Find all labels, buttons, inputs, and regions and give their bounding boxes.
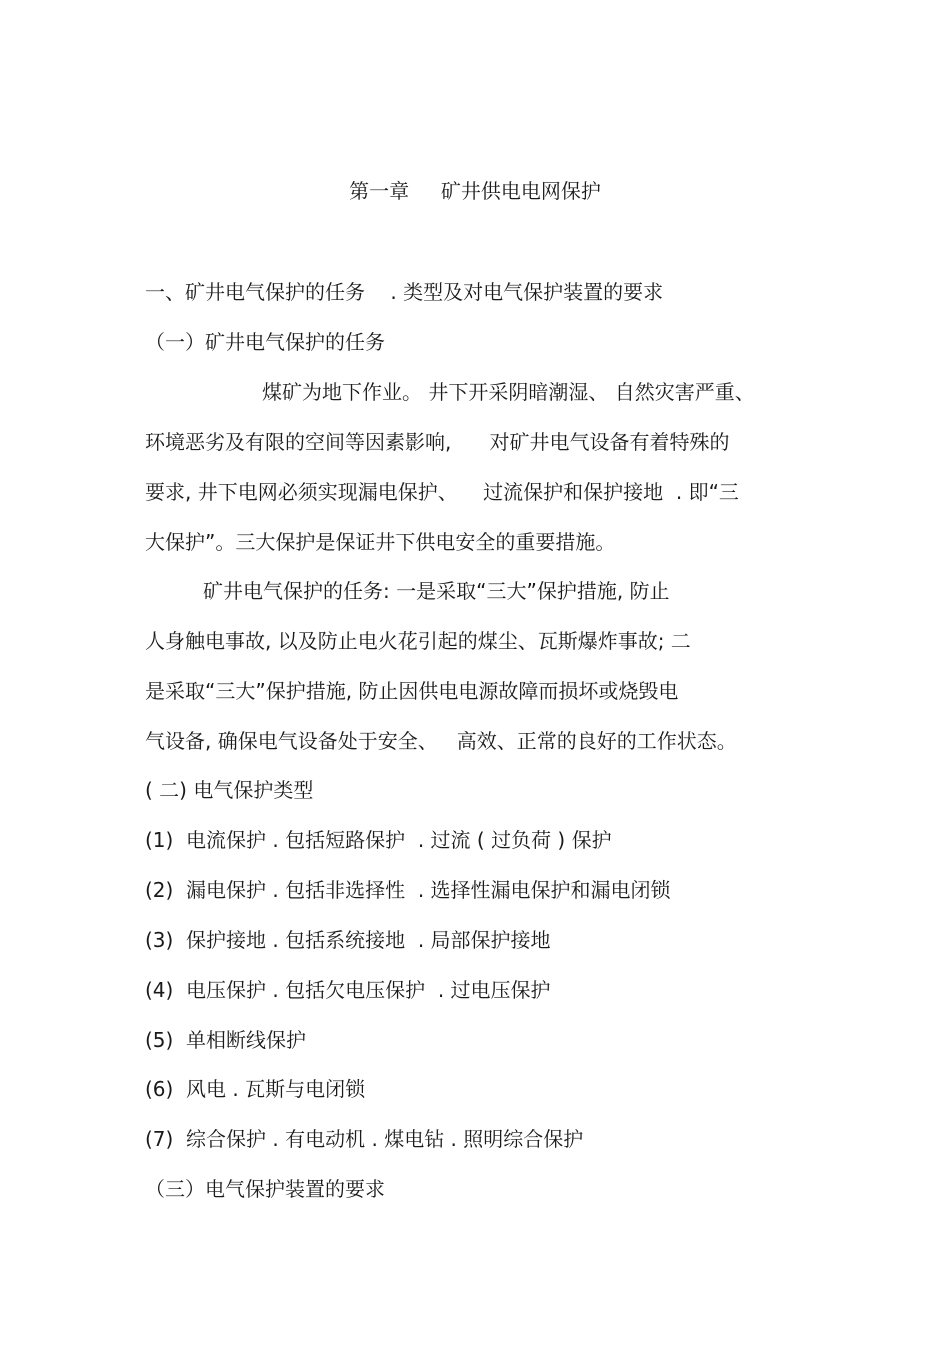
list-item: (3) 保护接地 . 包括系统接地 . 局部保护接地: [145, 928, 551, 952]
list-item: (5) 单相断线保护: [145, 1028, 307, 1052]
chapter-title: 第一章 矿井供电电网保护: [349, 179, 601, 203]
list-item: (4) 电压保护 . 包括欠电压保护 . 过电压保护: [145, 978, 551, 1002]
heading-tasks-types-requirements: 一、矿井电气保护的任务 . 类型及对电气保护装置的要求: [145, 280, 664, 304]
list-item: (6) 风电 . 瓦斯与电闭锁: [145, 1077, 366, 1101]
list-item: (1) 电流保护 . 包括短路保护 . 过流 ( 过负荷 ) 保护: [145, 828, 612, 852]
paragraph-line: 矿井电气保护的任务: 一是采取“三大”保护措施, 防止: [203, 579, 670, 603]
paragraph-line: 是采取“三大”保护措施, 防止因供电电源故障而损坏或烧毁电: [145, 679, 679, 703]
paragraph-line: 煤矿为地下作业。 井下开采阴暗潮湿、 自然灾害严重、: [262, 380, 755, 404]
paragraph-line: 要求, 井下电网必须实现漏电保护、 过流保护和保护接地 . 即“三: [145, 480, 739, 504]
paragraph-line: 大保护”。三大保护是保证井下供电安全的重要措施。: [145, 530, 616, 554]
paragraph-line: 气设备, 确保电气设备处于安全、 高效、正常的良好的工作状态。: [145, 729, 737, 753]
paragraph-line: 人身触电事故, 以及防止电火花引起的煤尘、瓦斯爆炸事故; 二: [145, 629, 691, 653]
list-item: (7) 综合保护 . 有电动机 . 煤电钻 . 照明综合保护: [145, 1127, 584, 1151]
section-heading-tasks: （一）矿井电气保护的任务: [145, 330, 385, 354]
section-heading-device-requirements: （三）电气保护装置的要求: [145, 1177, 385, 1201]
section-heading-protection-types: ( 二) 电气保护类型: [145, 778, 314, 802]
paragraph-line: 环境恶劣及有限的空间等因素影响, 对矿井电气设备有着特殊的: [145, 430, 730, 454]
list-item: (2) 漏电保护 . 包括非选择性 . 选择性漏电保护和漏电闭锁: [145, 878, 671, 902]
